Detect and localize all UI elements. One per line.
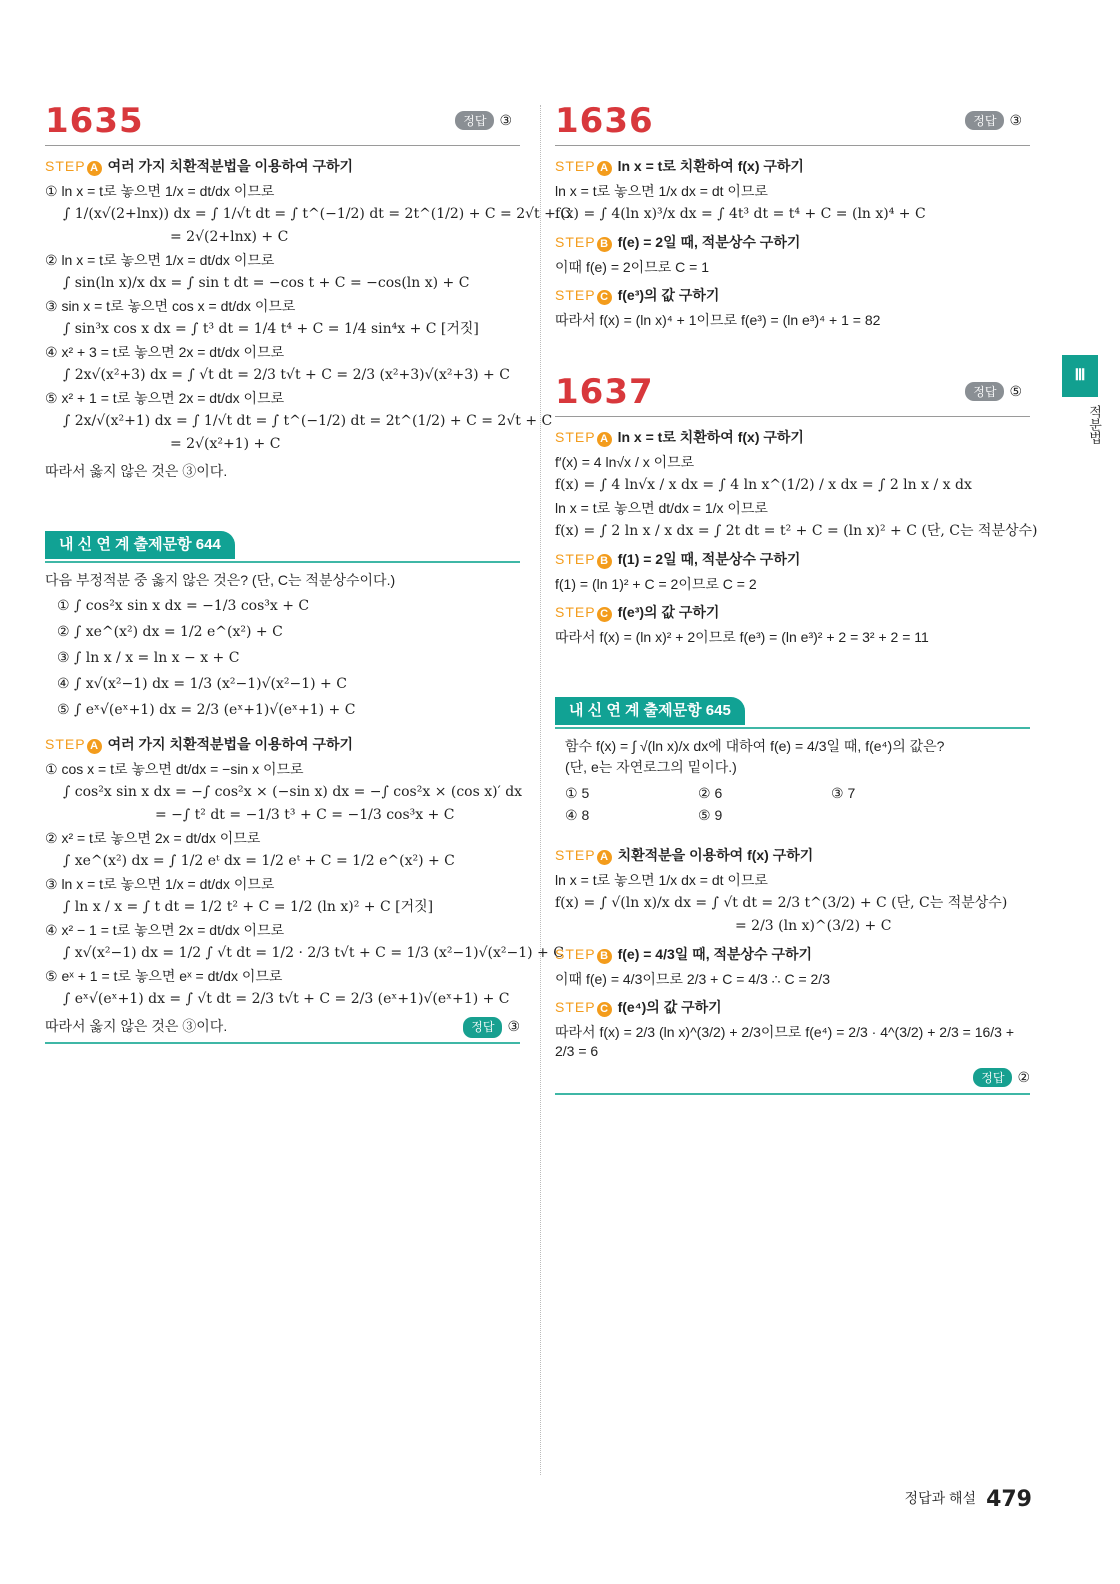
section-end-rule	[45, 1042, 520, 1044]
question-text: 함수 f(x) = ∫ √(ln x)/x dx에 대하여 f(e) = 4/3일 때, f(e⁴)의 값은?	[565, 738, 945, 754]
equation-line: = 2/3 (ln x)^(3/2) + C	[735, 918, 892, 934]
option-item: ⑤ 9	[698, 807, 723, 823]
choice-item: ③ ∫ ln x / x = ln x − x + C	[57, 650, 240, 666]
step-heading: STEP A ln x = t로 치환하여 f(x) 구하기	[555, 429, 804, 445]
equation-line: ∫ 2x√(x²+3) dx = ∫ √t dt = 2/3 t√t + C = 2/3 (x²+3)√(x²+3) + C	[63, 367, 510, 383]
equation-line: ∫ ln x / x = ∫ t dt = 1/2 t² + C = 1/2 (ln x)² + C [거짓]	[63, 899, 434, 915]
solution-line: ⑤ eˣ + 1 = t로 놓으면 eˣ = dt/dx 이므로	[45, 968, 283, 984]
page-footer	[905, 1487, 1032, 1512]
answer-indicator	[463, 1017, 520, 1038]
conclusion-line: 따라서 옳지 않은 것은 ③이다. 정답 ③	[45, 1017, 520, 1036]
step-heading: STEP A 여러 가지 치환적분법을 이용하여 구하기	[45, 736, 354, 752]
solution-line: 따라서 f(x) = 2/3 (ln x)^(3/2) + 2/3이므로 f(e⁴) = 2/3 · 4^(3/2) + 2/3 = 16/3 + 2/3 = 6	[555, 1024, 1015, 1059]
answer-options	[565, 785, 985, 829]
solution-line: ① ln x = t로 놓으면 1/x = dt/dx 이므로	[45, 183, 275, 199]
step-heading: STEP C f(e⁴)의 값 구하기	[555, 999, 722, 1015]
solution-line: 따라서 f(x) = (ln x)² + 2이므로 f(e³) = (ln e³)² + 2 = 3² + 2 = 11	[555, 629, 929, 645]
choice-item: ① ∫ cos²x sin x dx = −1/3 cos³x + C	[57, 598, 310, 614]
problem-number: 1637	[555, 372, 654, 412]
chapter-tab: Ⅲ	[1062, 355, 1098, 397]
step-heading: STEP A 치환적분을 이용하여 f(x) 구하기	[555, 847, 814, 863]
solution-line: f(1) = (ln 1)² + C = 2이므로 C = 2	[555, 576, 757, 592]
equation-line: = −∫ t² dt = −1/3 t³ + C = −1/3 cos³x + C	[155, 807, 455, 823]
step-heading: STEP B f(e) = 4/3일 때, 적분상수 구하기	[555, 946, 813, 962]
answer-indicator	[965, 111, 1022, 130]
left-column	[45, 95, 572, 1044]
answer-value: ②	[1017, 1070, 1030, 1086]
solution-line: ① cos x = t로 놓으면 dt/dx = −sin x 이므로	[45, 761, 304, 777]
equation-line: f(x) = ∫ √(ln x)/x dx = ∫ √t dt = 2/3 t^(3/2) + C (단, C는 적분상수)	[555, 895, 1008, 911]
solution-line: ③ ln x = t로 놓으면 1/x = dt/dx 이므로	[45, 876, 275, 892]
solution-line: ln x = t로 놓으면 dt/dx = 1/x 이므로	[555, 500, 768, 516]
answer-badge: 정답	[973, 1068, 1012, 1087]
choice-item: ⑤ ∫ eˣ√(eˣ+1) dx = 2/3 (eˣ+1)√(eˣ+1) + C	[57, 702, 356, 718]
solution-line: ④ x² − 1 = t로 놓으면 2x = dt/dx 이므로	[45, 922, 285, 938]
section-end-rule	[555, 1093, 1030, 1095]
solution-line: f′(x) = 4 ln√x / x 이므로	[555, 454, 695, 470]
answer-value: ③	[507, 1018, 520, 1034]
question-note: (단, e는 자연로그의 밑이다.)	[565, 759, 737, 775]
solution-line: ln x = t로 놓으면 1/x dx = dt 이므로	[555, 183, 768, 199]
problem-header-1637	[555, 366, 1030, 417]
option-item: ④ 8	[565, 807, 590, 823]
equation-line: f(x) = ∫ 4 ln√x / x dx = ∫ 4 ln x^(1/2) / x dx = ∫ 2 ln x / x dx	[555, 477, 972, 493]
chapter-tab-label: 적분법	[1087, 405, 1102, 444]
solution-line: ④ x² + 3 = t로 놓으면 2x = dt/dx 이므로	[45, 344, 285, 360]
solution-line: 이때 f(e) = 4/3이므로 2/3 + C = 4/3 ∴ C = 2/3	[555, 971, 830, 987]
option-item: ② 6	[698, 785, 723, 801]
solution-line: ② x² = t로 놓으면 2x = dt/dx 이므로	[45, 830, 261, 846]
answer-indicator	[965, 382, 1022, 401]
step-heading: STEP A ln x = t로 치환하여 f(x) 구하기	[555, 158, 804, 174]
equation-line: ∫ eˣ√(eˣ+1) dx = ∫ √t dt = 2/3 t√t + C = 2/3 (eˣ+1)√(eˣ+1) + C	[63, 991, 510, 1007]
step-heading: STEP B f(1) = 2일 때, 적분상수 구하기	[555, 551, 801, 567]
option-item: ① 5	[565, 785, 590, 801]
equation-line: = 2√(2+lnx) + C	[170, 229, 289, 245]
solution-line: 따라서 f(x) = (ln x)⁴ + 1이므로 f(e³) = (ln e³)⁴ + 1 = 82	[555, 312, 881, 328]
question-text: 다음 부정적분 중 옳지 않은 것은? (단, C는 적분상수이다.)	[45, 572, 396, 588]
page-number: 479	[986, 1487, 1032, 1512]
equation-line: f(x) = ∫ 2 ln x / x dx = ∫ 2t dt = t² + C = (ln x)² + C (단, C는 적분상수)	[555, 523, 1038, 539]
answer-badge: 정답	[965, 382, 1004, 401]
equation-line: ∫ xe^(x²) dx = ∫ 1/2 eᵗ dx = 1/2 eᵗ + C = 1/2 e^(x²) + C	[63, 853, 455, 869]
equation-line: ∫ 1/(x√(2+lnx)) dx = ∫ 1/√t dt = ∫ t^(−1/2) dt = 2t^(1/2) + C = 2√t + C	[63, 206, 572, 222]
equation-line: ∫ x√(x²−1) dx = 1/2 ∫ √t dt = 1/2 · 2/3 t√t + C = 1/3 (x²−1)√(x²−1) + C	[63, 945, 564, 961]
step-heading: STEP B f(e) = 2일 때, 적분상수 구하기	[555, 234, 801, 250]
answer-indicator	[455, 111, 512, 130]
answer-value: ⑤	[1009, 383, 1022, 399]
problem-header-1635	[45, 95, 520, 146]
option-item: ③ 7	[831, 785, 856, 801]
equation-line: ∫ sin(ln x)/x dx = ∫ sin t dt = −cos t + C = −cos(ln x) + C	[63, 275, 470, 291]
solution-line: 이때 f(e) = 2이므로 C = 1	[555, 259, 709, 275]
equation-line: ∫ sin³x cos x dx = ∫ t³ dt = 1/4 t⁴ + C = 1/4 sin⁴x + C [거짓]	[63, 321, 479, 337]
solution-line: ③ sin x = t로 놓으면 cos x = dt/dx 이므로	[45, 298, 296, 314]
column-divider	[540, 105, 541, 1475]
answer-value: ③	[1009, 112, 1022, 128]
related-problem-banner: 내 신 연 계 출제문항 644	[45, 531, 520, 563]
related-problem-banner: 내 신 연 계 출제문항 645	[555, 697, 1030, 729]
problem-number: 1636	[555, 101, 654, 141]
answer-badge: 정답	[463, 1017, 502, 1038]
problem-header-1636	[555, 95, 1030, 146]
answer-value: ③	[499, 112, 512, 128]
equation-line: f(x) = ∫ 4(ln x)³/x dx = ∫ 4t³ dt = t⁴ + C = (ln x)⁴ + C	[555, 206, 926, 222]
answer-badge: 정답	[965, 111, 1004, 130]
conclusion-line: 따라서 옳지 않은 것은 ③이다.	[45, 463, 228, 479]
choice-item: ④ ∫ x√(x²−1) dx = 1/3 (x²−1)√(x²−1) + C	[57, 676, 347, 692]
answer-badge: 정답	[455, 111, 494, 130]
footer-label: 정답과 해설	[904, 1490, 977, 1506]
answer-indicator	[555, 1067, 1030, 1087]
solution-line: ⑤ x² + 1 = t로 놓으면 2x = dt/dx 이므로	[45, 390, 285, 406]
step-heading: STEP C f(e³)의 값 구하기	[555, 287, 720, 303]
solution-line: ln x = t로 놓으면 1/x dx = dt 이므로	[555, 872, 768, 888]
equation-line: ∫ 2x/√(x²+1) dx = ∫ 1/√t dt = ∫ t^(−1/2) dt = 2t^(1/2) + C = 2√t + C	[63, 413, 553, 429]
step-heading: STEP A 여러 가지 치환적분법을 이용하여 구하기	[45, 158, 354, 174]
equation-line: = 2√(x²+1) + C	[170, 436, 281, 452]
equation-line: ∫ cos²x sin x dx = −∫ cos²x × (−sin x) dx = −∫ cos²x × (cos x)′ dx	[63, 784, 523, 800]
solution-line: ② ln x = t로 놓으면 1/x = dt/dx 이므로	[45, 252, 275, 268]
choice-item: ② ∫ xe^(x²) dx = 1/2 e^(x²) + C	[57, 624, 283, 640]
step-heading: STEP C f(e³)의 값 구하기	[555, 604, 720, 620]
problem-number: 1635	[45, 101, 144, 141]
right-column	[555, 95, 1038, 1095]
